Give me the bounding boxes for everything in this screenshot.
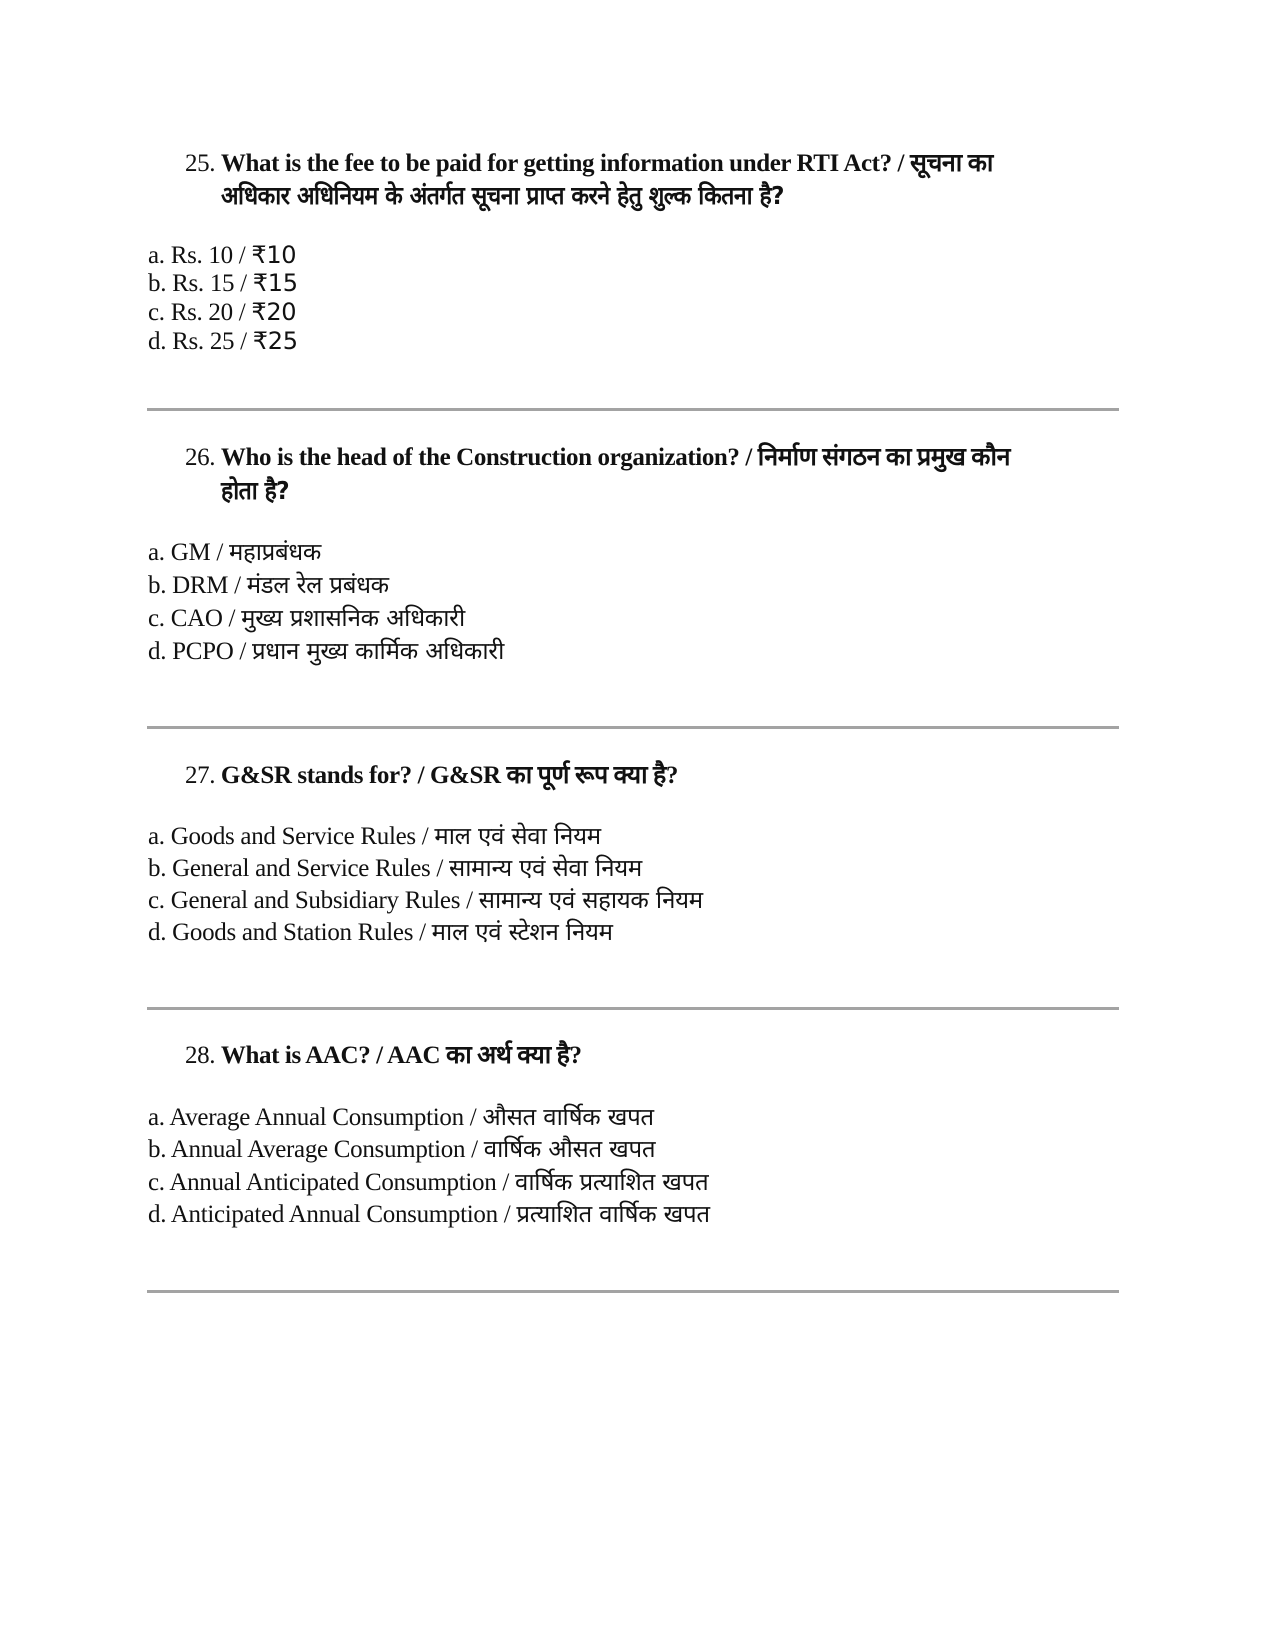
option-text-en: GM /: [170, 539, 223, 566]
question-text: What is the fee to be paid for getting information under RTI Act? / सूचना का: [220, 150, 994, 177]
option-b: [148, 853, 642, 884]
option-b: [148, 268, 298, 299]
option-text-hi: माल एवं सेवा नियम: [434, 822, 601, 850]
option-c: [148, 885, 703, 916]
option-b: [148, 1134, 655, 1165]
option-text-hi: ₹15: [252, 269, 298, 297]
option-label: b.: [148, 1136, 167, 1163]
separator-line: [147, 1007, 1119, 1010]
option-text-en: DRM /: [172, 572, 241, 599]
option-label: a.: [148, 1104, 165, 1131]
question-text: Who is the head of the Construction organization? / निर्माण संगठन का प्रमुख कौन: [220, 444, 1011, 471]
option-label: b.: [148, 270, 167, 297]
option-text-hi: वार्षिक औसत खपत: [483, 1135, 656, 1163]
question-text: G&SR stands for? / G&SR का पूर्ण रूप क्या है?: [220, 762, 678, 789]
option-a: [148, 537, 321, 568]
option-text-en: Rs. 15 /: [172, 270, 247, 297]
option-label: a.: [148, 242, 165, 269]
option-label: a.: [148, 823, 165, 850]
question-number: 26.: [185, 444, 216, 471]
option-d: [148, 917, 613, 948]
option-d: [148, 1199, 710, 1230]
option-text-en: PCPO /: [172, 638, 247, 665]
separator-line: [147, 1290, 1119, 1293]
option-a: [148, 240, 296, 271]
question-number: 28.: [185, 1042, 216, 1069]
option-text-hi: औसत वार्षिक खपत: [482, 1103, 654, 1131]
option-text-hi: महाप्रबंधक: [228, 538, 322, 566]
option-d: [148, 636, 504, 667]
option-c: [148, 1167, 708, 1198]
option-label: b.: [148, 572, 167, 599]
question-text: What is AAC? / AAC का अर्थ क्या है?: [220, 1042, 582, 1069]
option-text-en: Rs. 25 /: [172, 328, 247, 355]
option-text-en: Rs. 10 /: [170, 242, 246, 269]
option-text-en: CAO /: [170, 605, 236, 632]
option-text-hi: सामान्य एवं सहायक नियम: [478, 886, 703, 914]
question-number: 27.: [185, 762, 216, 789]
option-text-hi: मुख्य प्रशासनिक अधिकारी: [241, 604, 465, 632]
option-text-en: Goods and Station Rules /: [172, 919, 426, 946]
option-text-hi: माल एवं स्टेशन नियम: [431, 918, 613, 946]
option-label: d.: [148, 1201, 167, 1228]
option-text-hi: ₹25: [252, 327, 298, 355]
question-title: [185, 148, 993, 180]
option-text-en: Anticipated Annual Consumption /: [170, 1201, 511, 1228]
option-text-hi: सामान्य एवं सेवा नियम: [449, 854, 642, 882]
option-text-en: Rs. 20 /: [170, 299, 246, 326]
option-c: [148, 297, 296, 328]
option-text-en: Average Annual Consumption /: [169, 1104, 477, 1131]
option-label: c.: [148, 299, 165, 326]
option-text-hi: ₹10: [251, 241, 297, 269]
option-text-en: General and Subsidiary Rules /: [170, 887, 473, 914]
option-text-hi: वार्षिक प्रत्याशित खपत: [514, 1168, 709, 1196]
question-title: [185, 760, 678, 792]
option-text-hi: प्रधान मुख्य कार्मिक अधिकारी: [252, 637, 504, 665]
option-text-hi: प्रत्याशित वार्षिक खपत: [516, 1200, 710, 1228]
separator-line: [147, 726, 1119, 729]
option-text-en: Annual Average Consumption /: [170, 1136, 478, 1163]
option-label: b.: [148, 855, 167, 882]
question-number: 25.: [185, 150, 216, 177]
option-label: c.: [148, 1169, 165, 1196]
question-title: [185, 1040, 582, 1072]
option-label: c.: [148, 887, 165, 914]
separator-line: [147, 408, 1119, 411]
option-text-en: Goods and Service Rules /: [170, 823, 429, 850]
option-label: a.: [148, 539, 165, 566]
option-d: [148, 326, 298, 357]
question-text-continued: होता है?: [221, 476, 290, 505]
option-c: [148, 603, 465, 634]
option-label: d.: [148, 328, 167, 355]
question-text-continued: अधिकार अधिनियम के अंतर्गत सूचना प्राप्त करने हेतु शुल्क कितना है?: [221, 181, 784, 210]
option-label: d.: [148, 919, 167, 946]
option-text-en: General and Service Rules /: [172, 855, 444, 882]
option-text-hi: ₹20: [251, 298, 297, 326]
option-text-hi: मंडल रेल प्रबंधक: [246, 571, 389, 599]
option-a: [148, 1102, 654, 1133]
option-label: c.: [148, 605, 165, 632]
option-text-en: Annual Anticipated Consumption /: [169, 1169, 510, 1196]
option-b: [148, 570, 389, 601]
question-title: [185, 442, 1010, 474]
option-a: [148, 821, 601, 852]
option-label: d.: [148, 638, 167, 665]
